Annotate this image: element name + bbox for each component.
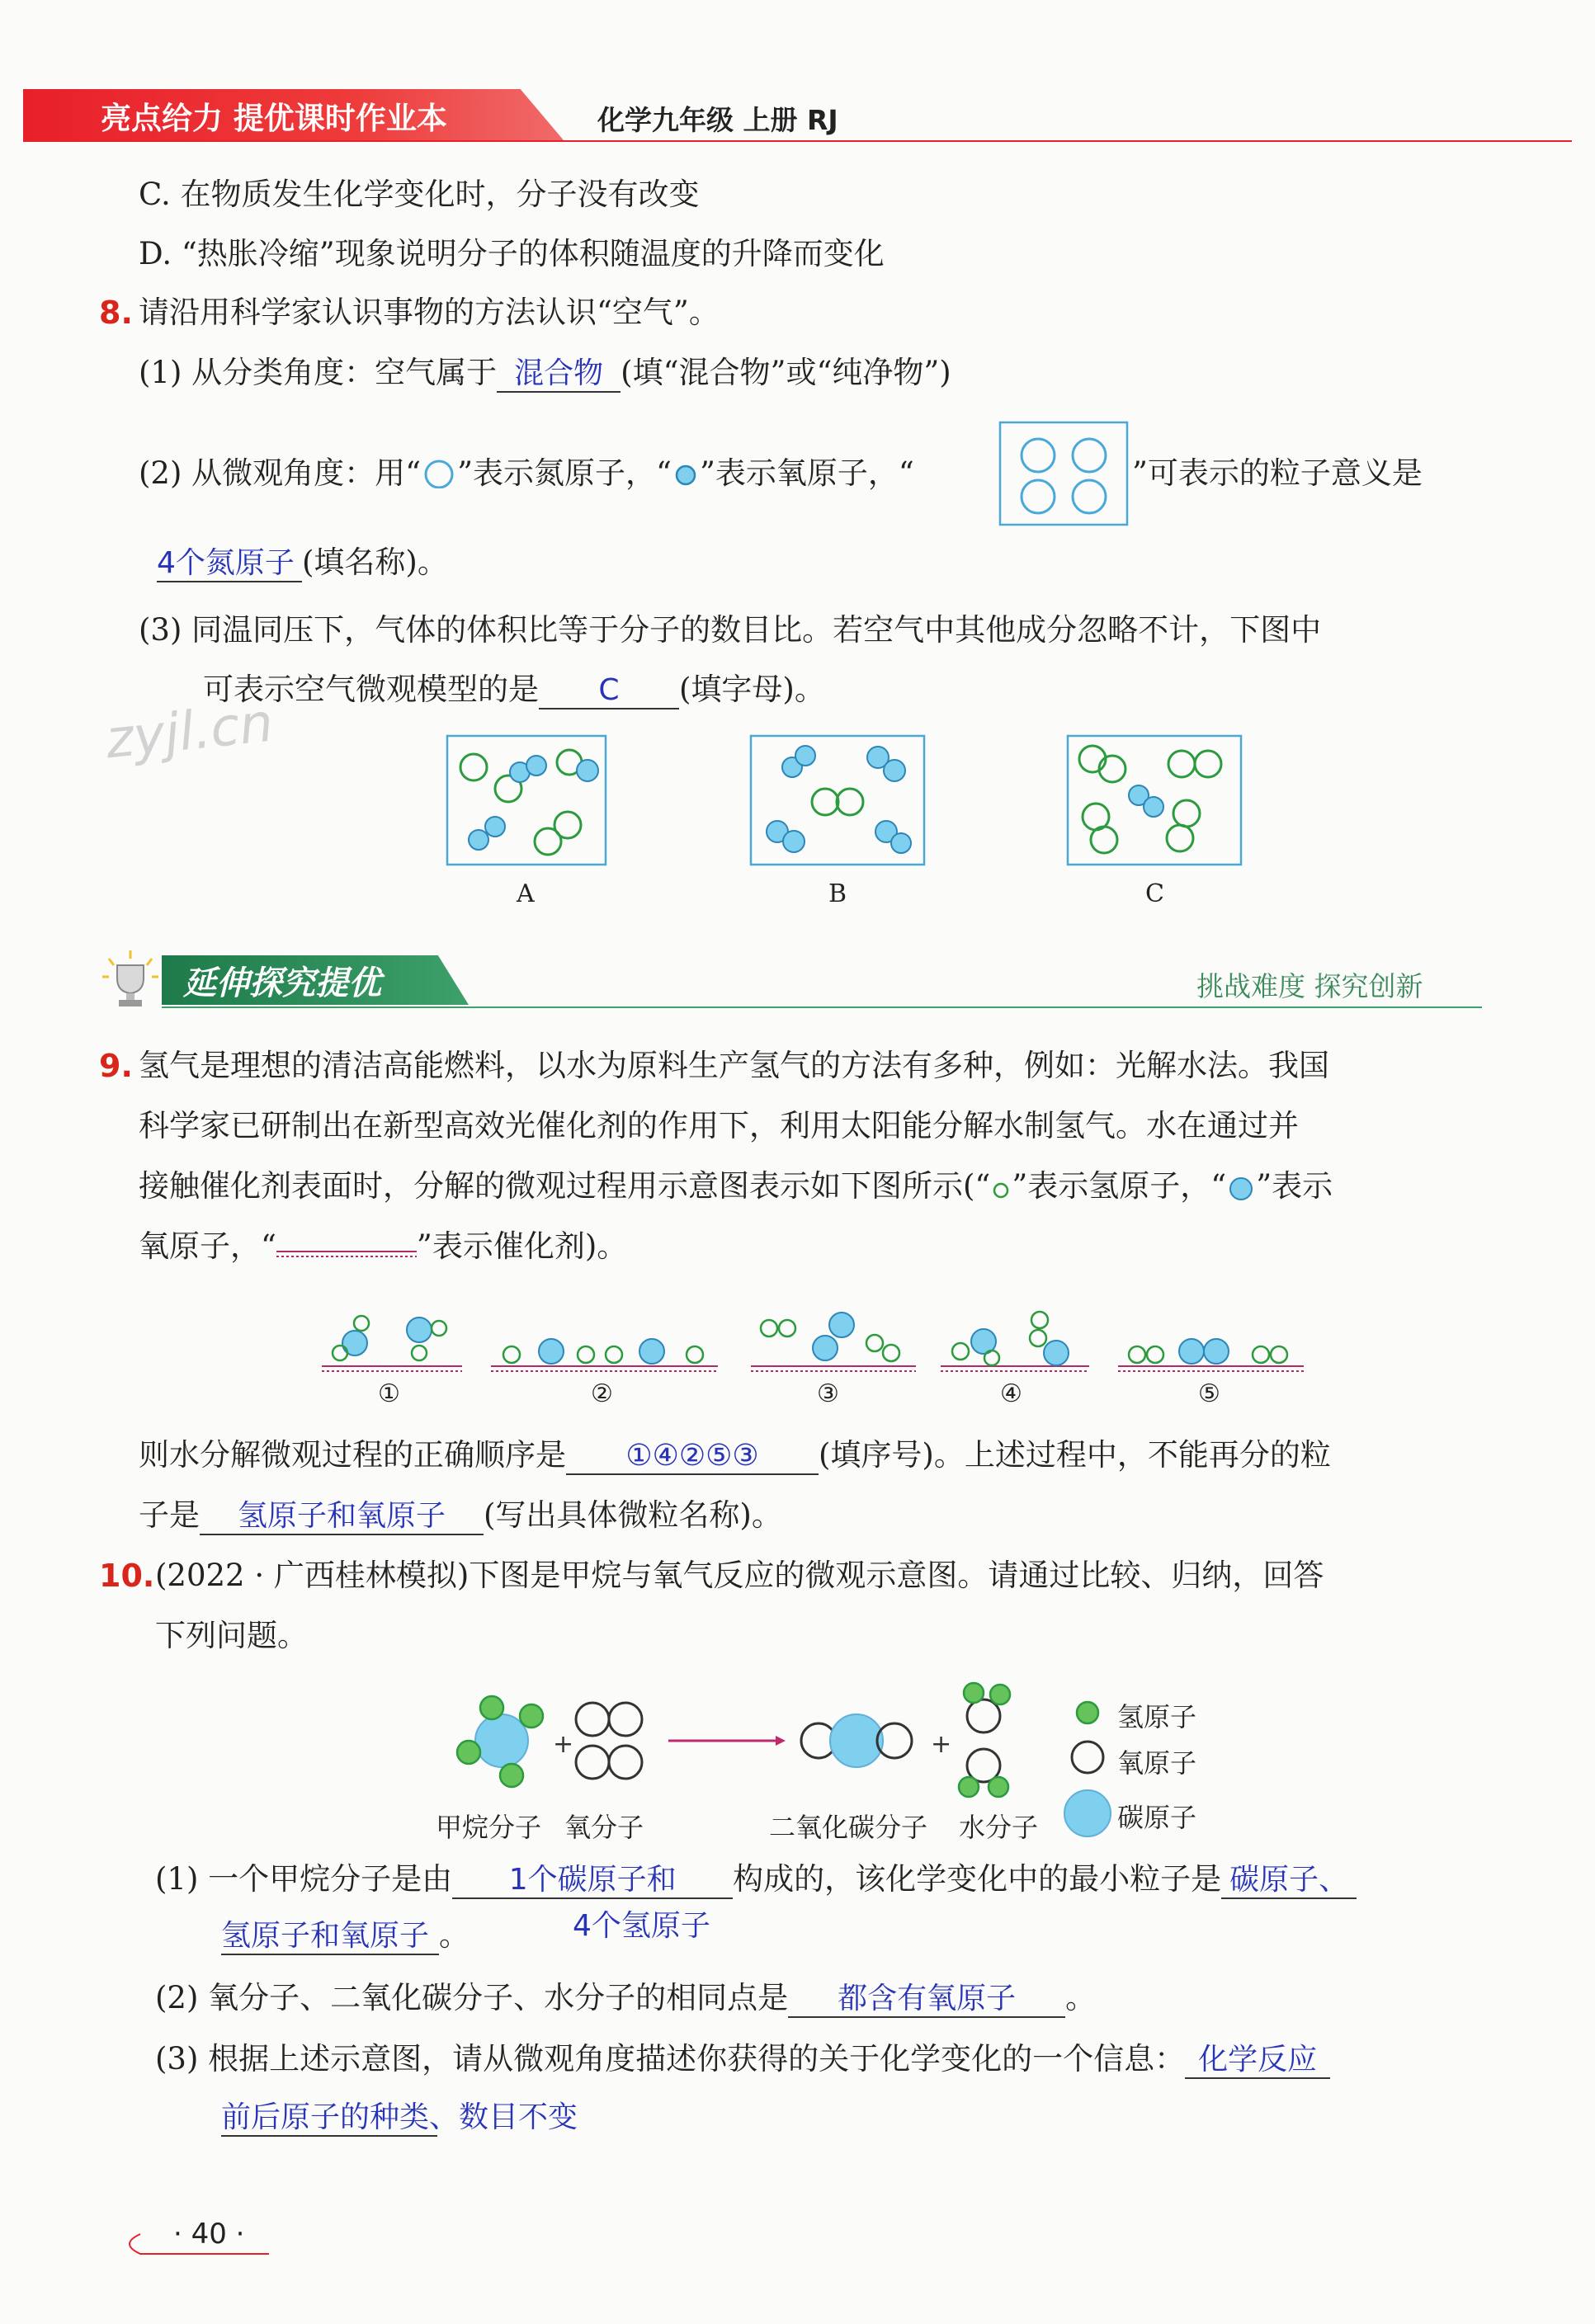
step-label-2: ② [591, 1379, 613, 1408]
q10-part2-answer: 都含有氧原子 [788, 1981, 1065, 2018]
q9-order-answer: ①④②⑤③ [566, 1438, 819, 1475]
q9-number: 9. [99, 1048, 133, 1084]
q10-part1-line1: (1) 一个甲烷分子是由 1个碳原子和 构成的，该化学变化中的最小粒子是 碳原子、 [155, 1861, 1357, 1899]
q9-particle-line: 子是 氢原子和氧原子 (写出具体微粒名称)。 [139, 1497, 782, 1535]
q10-part3-line2 [221, 2099, 578, 2137]
step-label-4: ④ [1000, 1379, 1022, 1408]
q9-order-line: 则水分解微观过程的正确顺序是 ①④②⑤③ (填序号)。上述过程中，不能再分的粒 [139, 1437, 1331, 1475]
model-label-b: B [828, 879, 847, 908]
header-series-title: 亮点给力 提优课时作业本 [101, 101, 447, 136]
oxygen-molecules [576, 1703, 642, 1779]
hydrogen-atom-icon [990, 1178, 1012, 1200]
step-2-diagram [491, 1339, 718, 1371]
arrow-icon [668, 1736, 786, 1746]
q10-part1-answer-d: 氢原子和氧原子 [221, 1918, 439, 1955]
q10-part1-line2: 氢原子和氧原子 。 [221, 1917, 470, 1955]
q10-part3-line1: (3) 根据上述示意图，请从微观角度描述你获得的关于化学变化的一个信息： 化学反应 [155, 2041, 1330, 2079]
svg-text:+: + [931, 1730, 952, 1759]
step-label-1: ① [378, 1379, 400, 1408]
legend-oxygen: 氧原子 [1117, 1747, 1197, 1779]
q8-part2: (2) 从微观角度：用“ ”表示氮原子，“ ”表示氧原子，“ [139, 455, 914, 491]
catalyst-icon [276, 1237, 417, 1261]
q8-part2-answer: 4个氮原子 [157, 545, 302, 582]
step-4-diagram [941, 1312, 1089, 1371]
q8-stem: 请沿用科学家认识事物的方法认识“空气”。 [139, 295, 720, 330]
q10-part2: (2) 氧分子、二氧化碳分子、水分子的相同点是 都含有氧原子 。 [155, 1980, 1096, 2018]
q9-line4: 氧原子，“ ”表示催化剂)。 [139, 1228, 628, 1264]
header-rule [23, 140, 1572, 142]
section-subtitle: 挑战难度 探究创新 [1196, 970, 1423, 1002]
q10-part1-answer-b: 4个氢原子 [573, 1909, 710, 1943]
oxygen-atom-icon [672, 462, 700, 487]
q8-part3-line1: (3) 同温同压下，气体的体积比等于分子的数目比。若空气中其他成分忽略不计，下图中 [139, 612, 1322, 648]
step-label-3: ③ [817, 1379, 839, 1408]
label-methane: 甲烷分子 [436, 1812, 542, 1843]
step-5-diagram [1118, 1339, 1304, 1371]
q10-part3-answer-a: 化学反应 [1185, 2042, 1330, 2079]
q9-line3: 接触催化剂表面时，分解的微观过程用示意图表示如下图所示(“ ”表示氢原子，“ ”表示 [139, 1168, 1333, 1204]
q8-part2-tail: ”可表示的粒子意义是 [1132, 455, 1423, 491]
model-label-c: C [1145, 879, 1164, 908]
q9-line2: 科学家已研制出在新型高效光催化剂的作用下，利用太阳能分解水制氢气。水在通过并 [139, 1108, 1299, 1143]
q10-number: 10. [99, 1558, 155, 1594]
q8-number: 8. [99, 295, 133, 331]
step-1-diagram [322, 1316, 462, 1371]
q10-part1-answer-c: 碳原子、 [1221, 1862, 1357, 1899]
q8-part3-line2: 可表示空气微观模型的是 C (填字母)。 [203, 672, 825, 709]
header-subject: 化学九年级 上册 RJ [597, 104, 838, 136]
q7-option-c: C. 在物质发生化学变化时，分子没有改变 [139, 177, 700, 212]
air-model-a [446, 734, 607, 866]
oxygen-atom-icon [1226, 1175, 1256, 1201]
q10-line1: (2022 · 广西桂林模拟)下图是甲烷与氧气反应的微观示意图。请通过比较、归纳，回答 [155, 1558, 1324, 1593]
watermark: zyjl.cn [102, 692, 276, 771]
trophy-icon [99, 947, 162, 1010]
nitrogen-atom-icon [421, 459, 457, 488]
q8-part3-answer: C [539, 672, 679, 709]
q10-part1-answer-a: 1个碳原子和 [452, 1862, 733, 1899]
q10-part3-answer-b: 前后原子的种类、数目不变 [221, 2100, 437, 2137]
carbon-dioxide-molecule [801, 1714, 912, 1767]
legend-hydrogen: 氢原子 [1117, 1701, 1197, 1732]
section-rule [162, 1006, 1482, 1008]
page-number: · 40 · [173, 2218, 245, 2251]
label-carbon-dioxide: 二氧化碳分子 [769, 1812, 928, 1843]
q8-part2-answer-line: 4个氮原子 (填名称)。 [157, 544, 448, 582]
legend-carbon: 碳原子 [1117, 1802, 1197, 1833]
air-model-b [749, 734, 926, 866]
label-water: 水分子 [959, 1812, 1039, 1843]
q7-option-d: D. “热胀冷缩”现象说明分子的体积随温度的升降而变化 [139, 236, 885, 271]
q9-line1: 氢气是理想的清洁高能燃料，以水为原料生产氢气的方法有多种，例如：光解水法。我国 [139, 1048, 1329, 1083]
step-label-5: ⑤ [1198, 1379, 1220, 1408]
svg-text:+: + [553, 1730, 574, 1759]
section-title: 延伸探究提优 [183, 964, 381, 1002]
legend-symbols [1064, 1702, 1111, 1836]
q8-part1-answer: 混合物 [497, 356, 621, 393]
step-3-diagram [751, 1313, 916, 1371]
model-label-a: A [517, 879, 535, 908]
q8-part1: (1) 从分类角度：空气属于 混合物 (填“混合物”或“纯净物”) [139, 355, 951, 393]
methane-molecule [457, 1696, 543, 1787]
label-oxygen-molecule: 氧分子 [564, 1812, 644, 1843]
four-nitrogen-atoms-diagram [998, 421, 1130, 528]
q10-line2: 下列问题。 [155, 1618, 308, 1653]
water-molecules [959, 1683, 1010, 1797]
q9-particle-answer: 氢原子和氧原子 [200, 1498, 484, 1535]
air-model-c [1066, 734, 1243, 866]
